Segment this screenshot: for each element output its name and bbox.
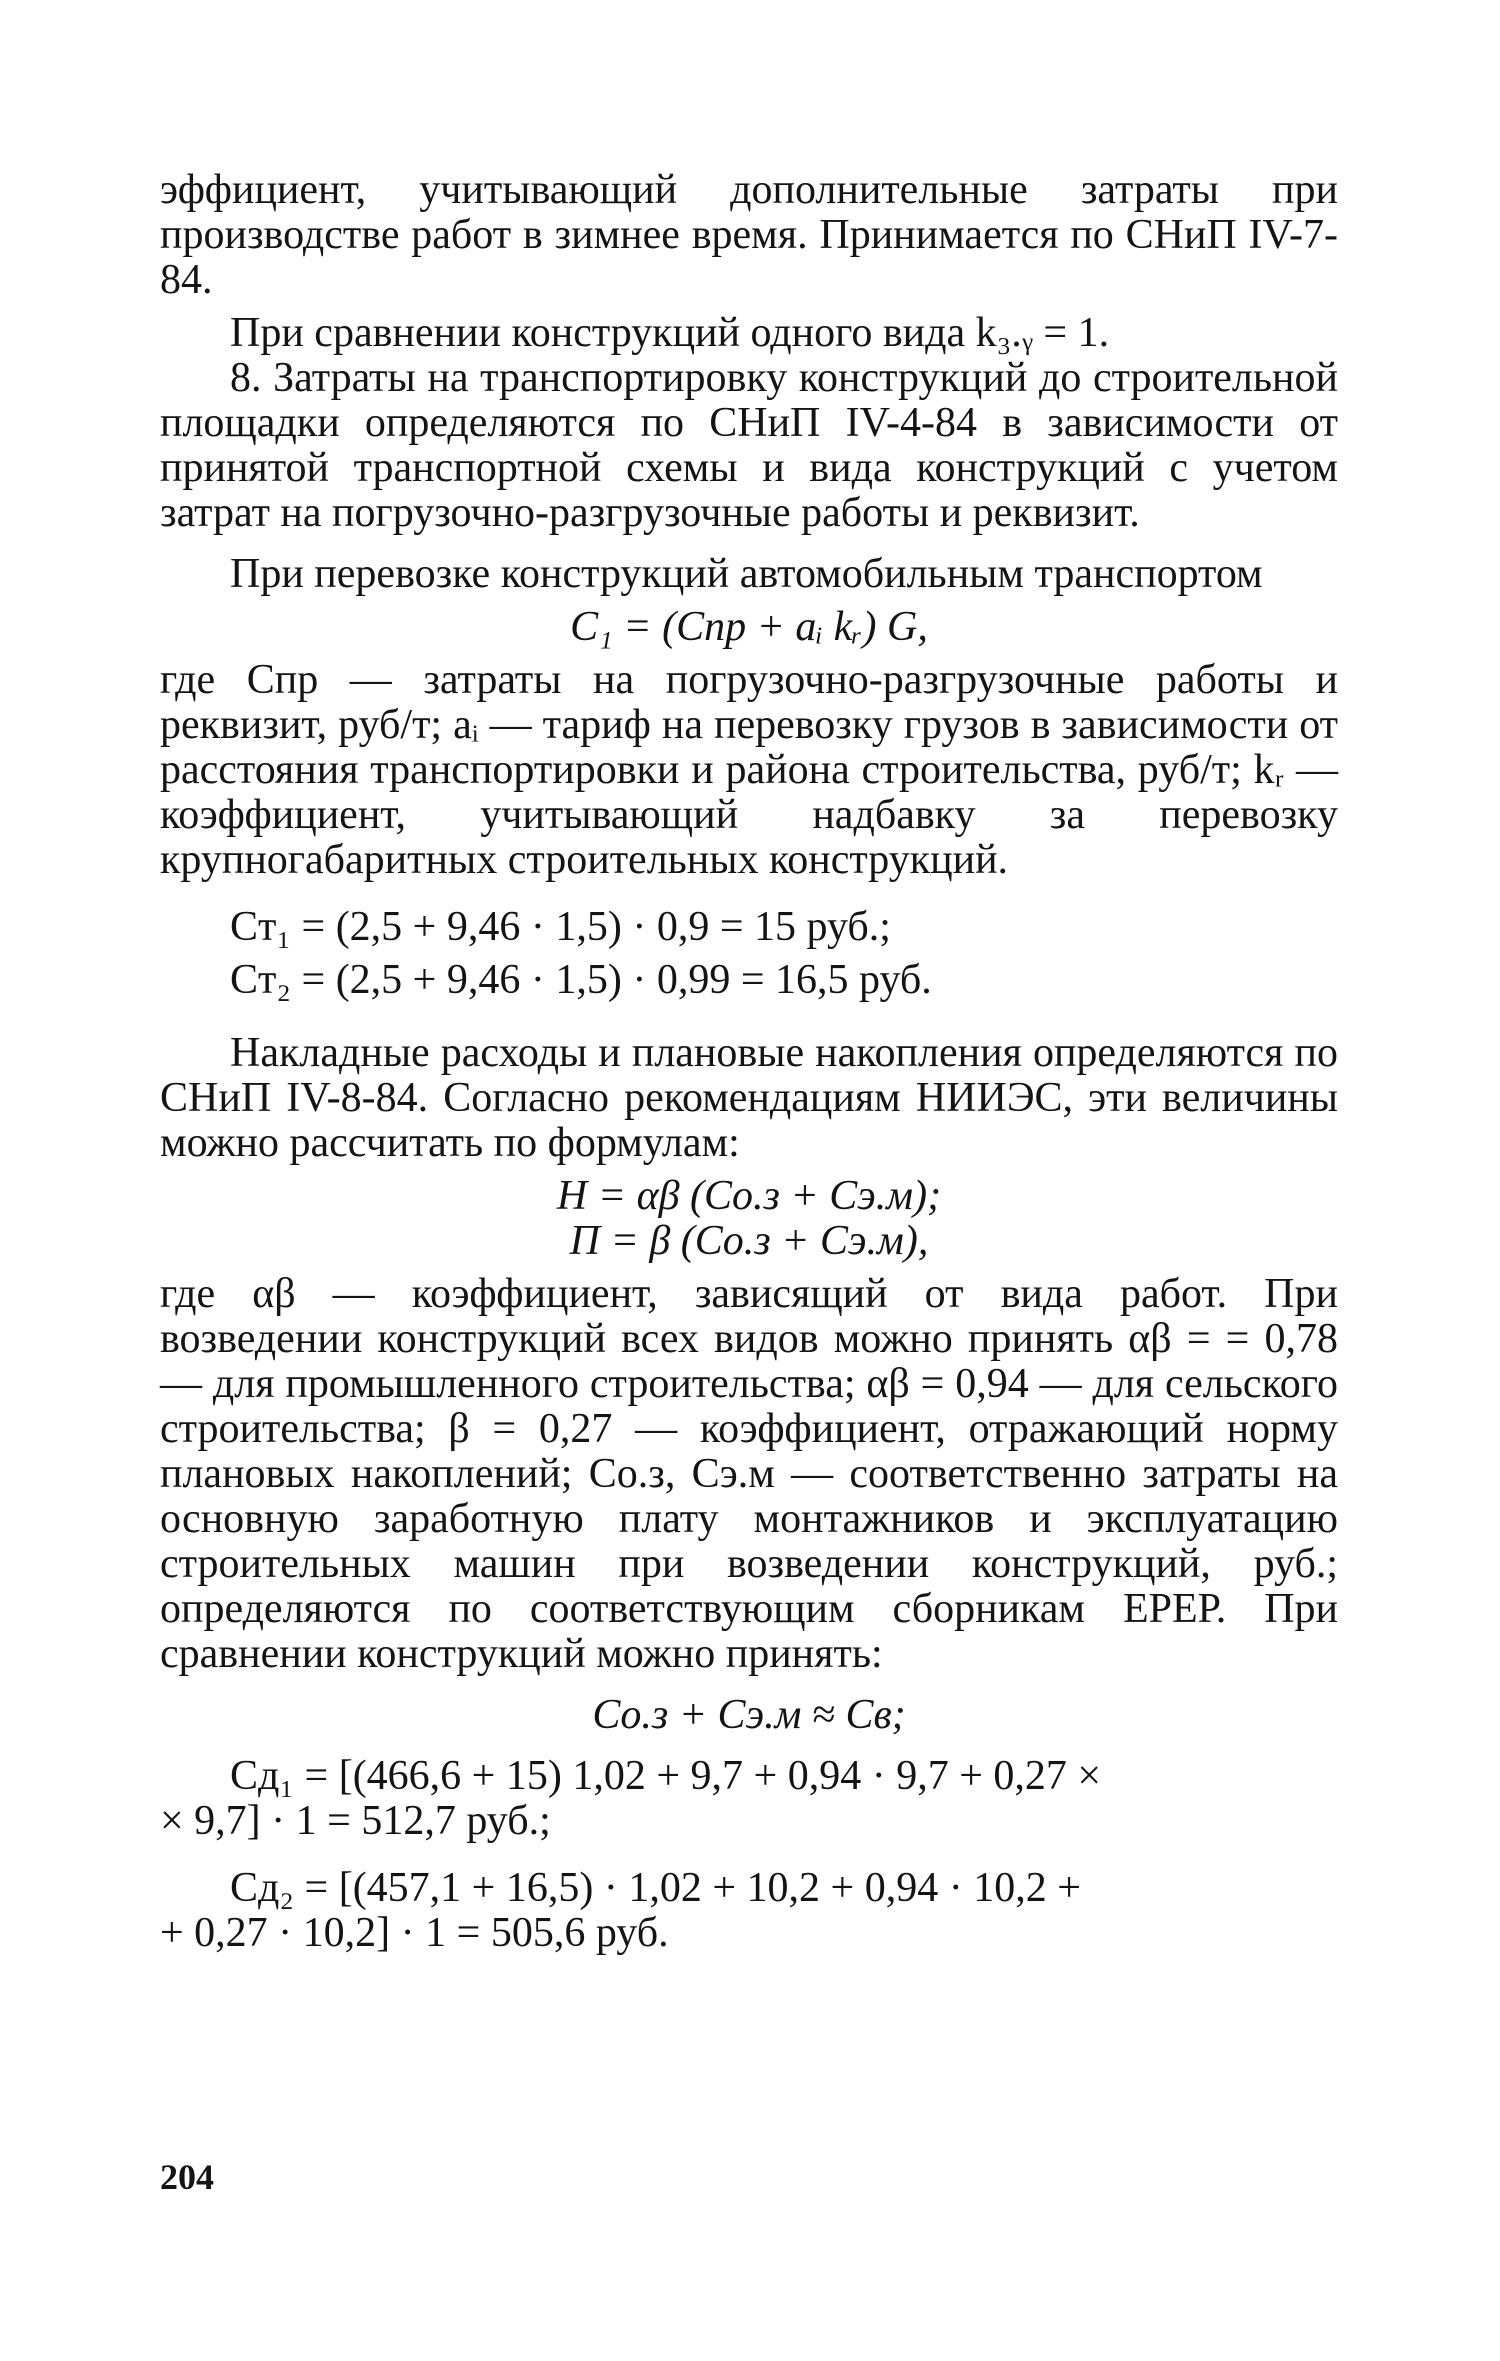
equation-cd1-line1: Cд₁ = [(466,6 + 15) 1,02 + 9,7 + 0,94 · 9,7 + 0,27 × (230, 1753, 1102, 1799)
equation-ct1: Cт₁ = (2,5 + 9,46 · 1,5) · 0,9 = 15 руб.; (230, 904, 891, 950)
paragraph-4: При перевозке конструкций автомобильным транспортом (230, 551, 1263, 597)
equation-cd2-line2: + 0,27 · 10,2] · 1 = 505,6 руб. (160, 1910, 669, 1956)
formula-c1: C₁ = (Cпр + aᵢ kᵣ) G, (570, 604, 928, 650)
paragraph-5: где Cпр — затраты на погрузочно-разгрузочные работы и реквизит, руб/т; aᵢ — тариф на перевозку грузов в зависимости от расстояния транспортировки и района строительства, руб/т; kᵣ — коэффициент, учитывающий надбавку за перевозку крупногабаритных строительных конструкций. (160, 657, 1338, 883)
paragraph-7: где αβ — коэффициент, зависящий от вида работ. При возведении конструкций всех видов можно принять αβ = = 0,78 — для промышленного строительства; αβ = 0,94 — для сельского строительства; β = 0,27 — коэффициент, отражающий норму плановых накоплений; Cо.з, Cэ.м — соответственно затраты на основную заработную плату монтажников и эксплуатацию строительных машин при возведении конструкций, руб.; определяются по соответствующим сборникам ЕРЕР. При сравнении конструкций можно принять: (160, 1271, 1338, 1677)
formula-p: П = β (Cо.з + Cэ.м), (569, 1218, 929, 1264)
page-number: 204 (160, 2157, 214, 2197)
page-body (160, 168, 1338, 1956)
formula-h: H = αβ (Cо.з + Cэ.м); (556, 1173, 942, 1219)
equation-ct2: Cт₂ = (2,5 + 9,46 · 1,5) · 0,99 = 16,5 руб. (230, 957, 932, 1003)
equation-cd1-line2: × 9,7] · 1 = 512,7 руб.; (160, 1798, 551, 1844)
formula-cv: Cо.з + Cэ.м ≈ Cв; (592, 1692, 906, 1738)
paragraph-1: эффициент, учитывающий дополнительные затраты при производстве работ в зимнее время. Принимается по СНиП IV-7-84. (160, 167, 1338, 303)
equation-cd2-line1: Cд₂ = [(457,1 + 16,5) · 1,02 + 10,2 + 0,94 · 10,2 + (230, 1865, 1081, 1911)
paragraph-2: При сравнении конструкций одного вида k₃.ᵧ = 1. (230, 310, 1110, 356)
paragraph-3: 8. Затраты на транспортировку конструкций до строительной площадки определяются по СНиП IV-4-84 в зависимости от принятой транспортной схемы и вида конструкций с учетом затрат на погрузочно-разгрузочные работы и реквизит. (160, 355, 1338, 536)
paragraph-6: Накладные расходы и плановые накопления определяются по СНиП IV-8-84. Согласно рекомендациям НИИЭС, эти величины можно рассчитать по формулам: (160, 1030, 1338, 1166)
